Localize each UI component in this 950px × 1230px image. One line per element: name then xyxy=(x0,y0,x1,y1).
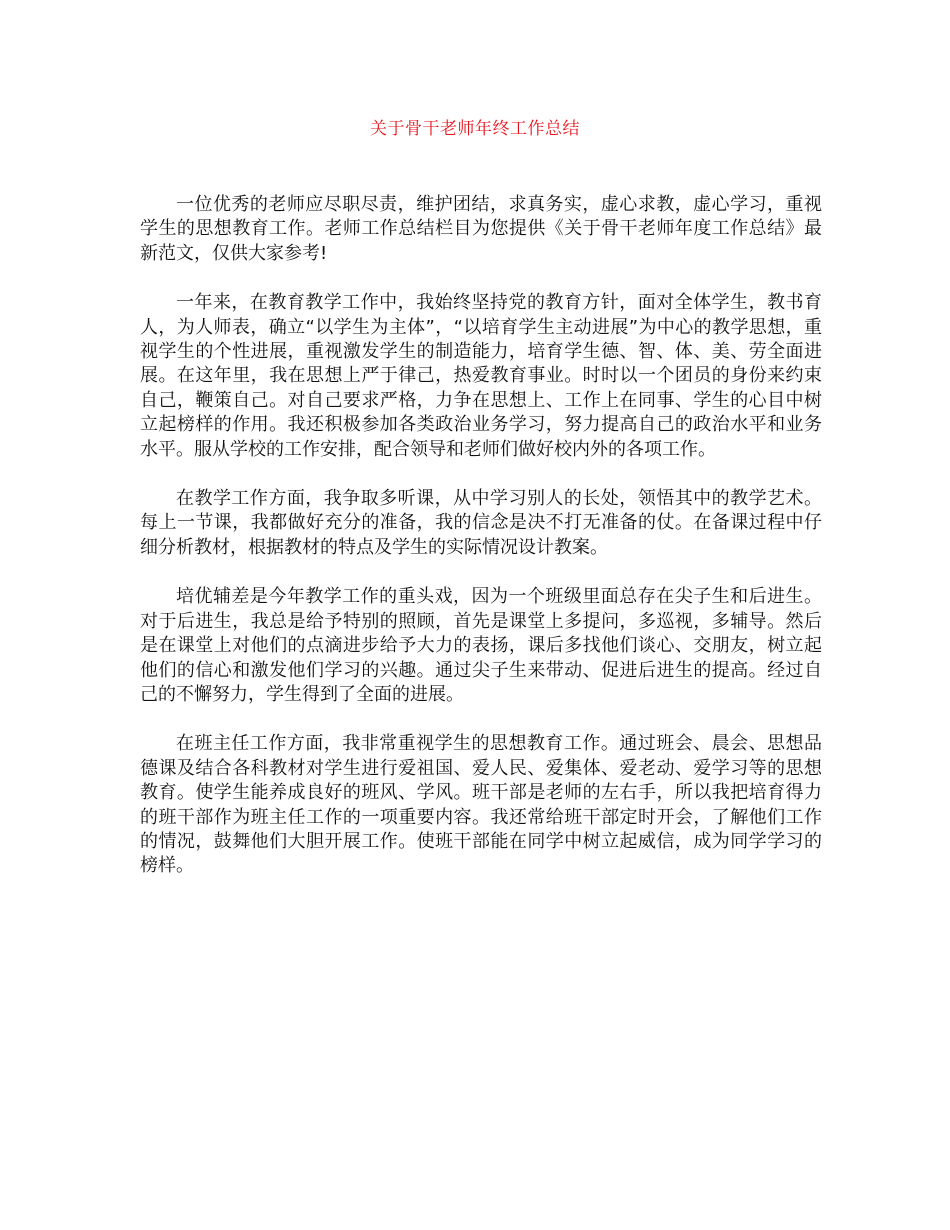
paragraph-ideology: 一年来，在教育教学工作中，我始终坚持党的教育方针，面对全体学生，教书育人，为人师表，确立“以学生为主体”，“以培育学生主动进展”为中心的教学思想，重视学生的个性进展，重视激发学生的制造能力，培育学生德、智、体、美、劳全面进展。在这年里，我在思想上严于律己，热爱教育事业。时时以一个团员的身份来约束自己，鞭策自己。对自己要求严格，力争在思想上、工作上在同事、学生的心目中树立起榜样的作用。我还积极参加各类政治业务学习，努力提高自己的政治水平和业务水平。服从学校的工作安排，配合领导和老师们做好校内外的各项工作。 xyxy=(140,292,822,460)
paragraph-tutoring: 培优辅差是今年教学工作的重头戏，因为一个班级里面总存在尖子生和后进生。对于后进生，我总是给予特别的照顾，首先是课堂上多提问，多巡视，多辅导。然后是在课堂上对他们的点滴进步给予大力的表扬，课后多找他们谈心、交朋友，树立起他们的信心和激发他们学习的兴趣。通过尖子生来带动、促进后进生的提高。经过自己的不懈努力，学生得到了全面的进展。 xyxy=(140,586,822,705)
paragraph-teaching: 在教学工作方面，我争取多听课，从中学习别人的长处，领悟其中的教学艺术。每上一节课，我都做好充分的准备，我的信念是决不打无准备的仗。在备课过程中仔细分析教材，根据教材的特点及学生的实际情况设计教案。 xyxy=(140,488,822,558)
paragraph-class-management: 在班主任工作方面，我非常重视学生的思想教育工作。通过班会、晨会、思想品德课及结合各科教材对学生进行爱祖国、爱人民、爱集体、爱老动、爱学习等的思想教育。使学生能养成良好的班风、学风。班干部是老师的左右手，所以我把培育得力的班干部作为班主任工作的一项重要内容。我还常给班干部定时开会，了解他们工作的情况，鼓舞他们大胆开展工作。使班干部能在同学中树立起威信，成为同学学习的榜样。 xyxy=(140,733,822,877)
document-body xyxy=(140,193,822,904)
paragraph-intro: 一位优秀的老师应尽职尽责，维护团结，求真务实，虚心求教，虚心学习，重视学生的思想教育工作。老师工作总结栏目为您提供《关于骨干老师年度工作总结》最新范文，仅供大家参考! xyxy=(140,194,822,264)
document-title: 关于骨干老师年终工作总结 xyxy=(370,119,580,139)
